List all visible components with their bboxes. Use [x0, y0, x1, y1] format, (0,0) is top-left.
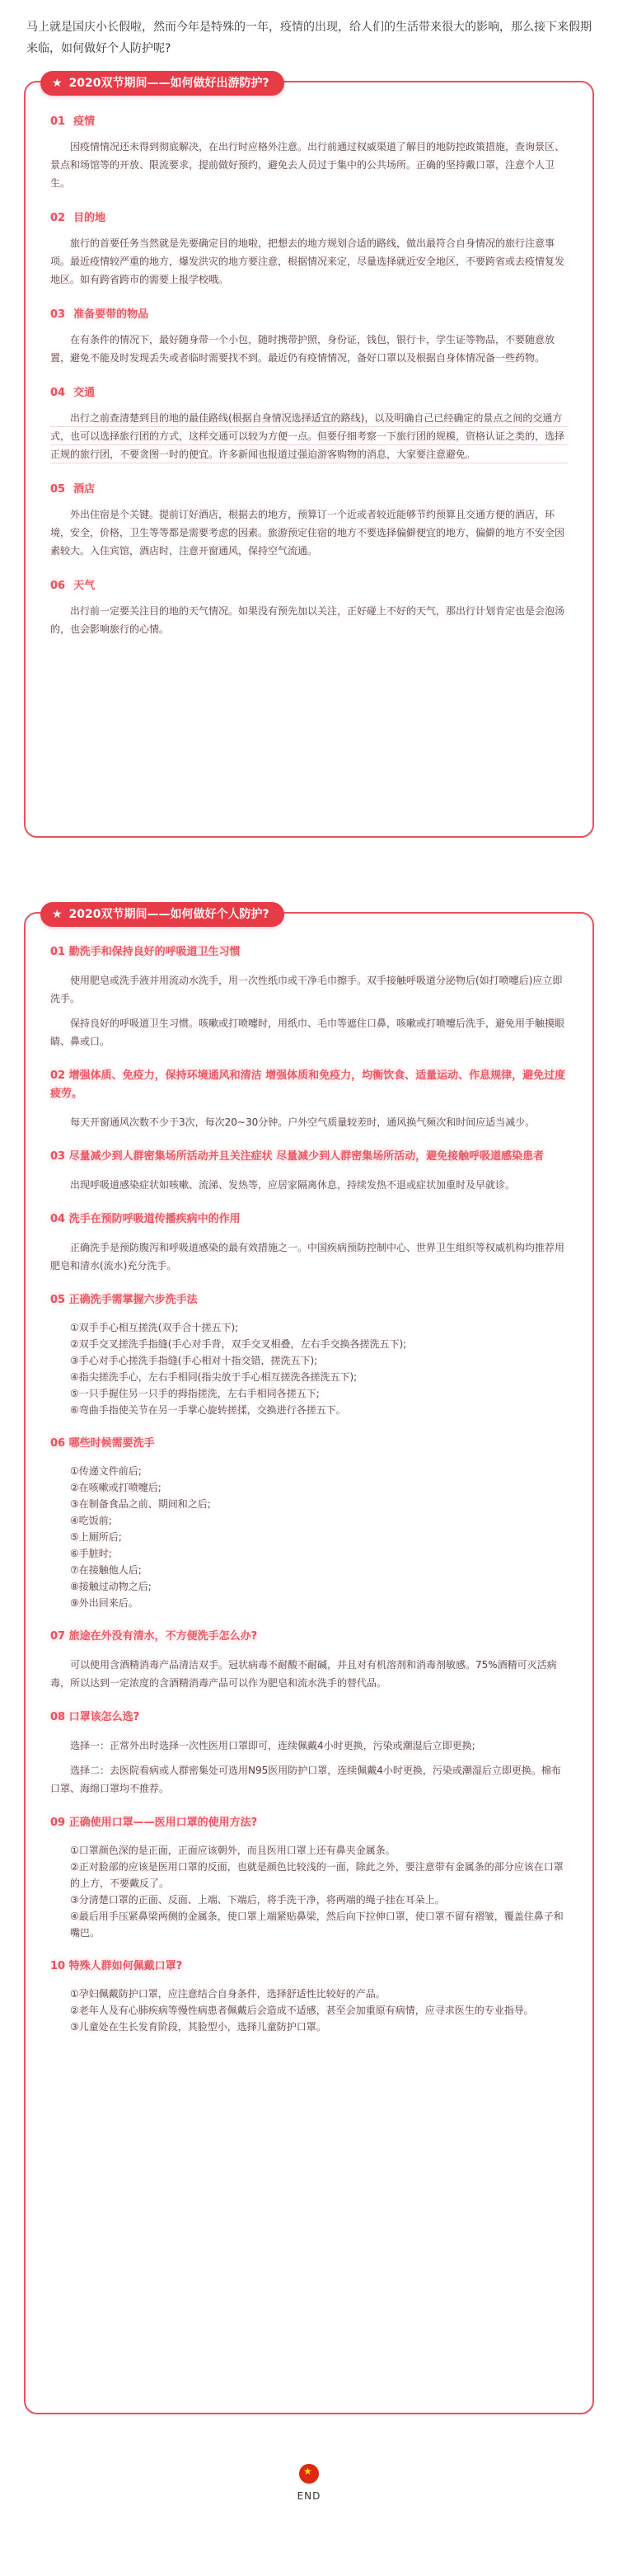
list-item: ①口罩颜色深的是正面，正面应该朝外，而且医用口罩上还有鼻夹金属条。 [70, 1845, 396, 1856]
list-item: ①孕妇佩戴防护口罩，应注意结合自身条件，选择舒适性比较好的产品。 [70, 1988, 386, 2000]
list-item: ③在制备食品之前、期间和之后; [70, 1498, 211, 1510]
china-flag-icon [299, 2464, 319, 2484]
intro-text: 马上就是国庆小长假啦，然而今年是特殊的一年，疫情的出现，给人们的生活带来很大的影响，那么接下来假期来临，如何做好个人防护呢? [26, 21, 592, 55]
section-epidemic: 01 疫情 因疫情情况还未得到彻底解决，在出行时应格外注意。出行前通过权威渠道了解目的地防控政策措施，查询景区、景点和场馆等的开放、限流要求，提前做好预约，避免去人员过于集中的公共场所。正确的坚持戴口罩，注意个人卫生。 [50, 112, 568, 192]
section-crowds: 03 尽量减少到人群密集场所活动并且关注症状 尽量减少到人群密集场所活动，避免接触呼吸道感染患者 出现呼吸道感染症状如咳嗽、流涕、发热等，应居家隔离休息，持续发热不退或症状加重时及早就诊。 [50, 1150, 545, 1191]
section-mask-choice: 08 口罩该怎么选? 选择一：正常外出时选择一次性医用口罩即可，连续佩戴4小时更换，污染或潮湿后立即更换; 选择二：去医院看病或人群密集处可选用N95医用防护口罩，连续佩戴4小时更换，污染或潮湿后立即更换。棉布口罩、海绵口罩均不推荐。 [50, 1711, 561, 1794]
section-six-steps: 05 正确洗手需掌握六步洗手法 ①双手手心相互搓洗(双手合十搓五下); ②双手交叉搓洗手指缝(手心对手背，双手交叉相叠，左右手交换各搓洗五下); ③手心对手心搓洗手指缝(手心相对十指交错，搓洗五下); ④指尖搓洗手心，左右手相同(指尖放于手心相互搓洗各搓洗五下); ⑤一只手握住另一只手的拇指搓洗，左右手相同各搓五下; ⑥弯曲手指使关节在另一手掌心旋转搓揉，交换进行各搓五下。 [50, 1291, 568, 1418]
section-text: 旅行的首要任务当然就是先要确定目的地啦，把想去的地方规划合适的路线，做出最符合自身情况的旅行注意事项。最近疫情较严重的地方，爆发洪灾的地方要注意，根据情况来定，尽量选择就近安全地区，不要跨省或去疫情复发地区。如有跨省跨市的需要上报学校哦。 [50, 237, 565, 285]
star-icon: ★ [52, 77, 63, 90]
list-item: ⑤上厕所后; [70, 1531, 122, 1543]
section-when-wash: 06 哪些时候需要洗手 ①传递文件前后; ②在咳嗽或打喷嚏后; ③在制备食品之前、期间和之后; ④吃饭前; ⑤上厕所后; ⑥手脏时; ⑦在接触他人后; ⑧接触过动物之后; ⑨外出回来后。 [50, 1435, 568, 1611]
section-text: 在有条件的情况下，最好随身带一个小包，随时携带护照，身份证，钱包，银行卡，学生证等物品，不要随意放置，避免不能及时发现丢失或者临时需要找不到。最近仍有疫情情况，备好口罩以及根据自身体情况备一些药物。 [50, 334, 555, 364]
card-title: 2020双节期间——如何做好个人防护? [68, 908, 269, 921]
end-mark [0, 2464, 618, 2502]
list-item: ③儿童处在生长发育阶段，其脸型小，选择儿童防护口罩。 [70, 2021, 326, 2033]
section-no-water: 07 旅途在外没有清水，不方便洗手怎么办? 可以使用含酒精消毒产品清洁双手。冠状病毒不耐酸不耐碱，并且对有机溶剂和消毒剂敏感。75%酒精可灭活病毒，所以达到一定浓度的含酒精消毒产品可以作为肥皂和流水洗手的替代品。 [50, 1630, 557, 1689]
card-title-badge [40, 902, 284, 927]
section-special-groups: 10 特殊人群如何佩戴口罩? ①孕妇佩戴防护口罩，应注意结合自身条件，选择舒适性比较好的产品。 ②老年人及有心肺疾病等慢性病患者佩戴后会造成不适感，甚至会加重原有病情，应寻求医生的专业指导。 ③儿童处在生长发育阶段，其脸型小，选择儿童防护口罩。 [50, 1958, 568, 2035]
list-item: ②双手交叉搓洗手指缝(手心对手背，双手交叉相叠，左右手交换各搓洗五下); [70, 1338, 407, 1350]
list-item: ③手心对手心搓洗手指缝(手心相对十指交错，搓洗五下); [70, 1355, 318, 1366]
card-title: 2020双节期间——如何做好出游防护? [68, 77, 269, 90]
section-text: 出行之前查清楚到目的地的最佳路线(根据自身情况选择适宜的路线)，以及明确自己已经确定的景点之间的交通方式，也可以选择旅行团的方式，这样交通可以较为方便一点。但要仔细考察一下旅行团的规模，资格认证之类的，选择正规的旅行团，不要贪图一时的便宜。许多新闻也报道过强迫游客购物的消息，大家要注意避免。 [50, 409, 568, 463]
list-item: ⑥弯曲手指使关节在另一手掌心旋转搓揉，交换进行各搓五下。 [70, 1404, 346, 1416]
list-item: ①双手手心相互搓洗(双手合十搓五下); [70, 1322, 239, 1333]
card-title-badge [40, 71, 284, 96]
section-items: 03 准备要带的物品 在有条件的情况下，最好随身带一个小包，随时携带护照，身份证，钱包，银行卡，学生证等物品，不要随意放置，避免不能及时发现丢失或者临时需要找不到。最近仍有疫情情况，备好口罩以及根据自身体情况备一些药物。 [50, 305, 568, 367]
section-text: 因疫情情况还未得到彻底解决，在出行时应格外注意。出行前通过权威渠道了解目的地防控政策措施，查询景区、景点和场馆等的开放、限流要求，提前做好预约，避免去人员过于集中的公共场所。正确的坚持戴口罩，注意个人卫生。 [50, 141, 565, 189]
list-item: ④最后用手压紧鼻梁两侧的金属条，使口罩上端紧贴鼻梁，然后向下拉伸口罩，使口罩不留有褶皱，覆盖住鼻子和嘴巴。 [70, 1911, 564, 1939]
list-item: ⑤一只手握住另一只手的拇指搓洗，左右手相同各搓五下; [70, 1388, 320, 1399]
list-item: ①传递文件前后; [70, 1465, 142, 1477]
section-hotel: 05 酒店 外出住宿是个关键。提前订好酒店，根据去的地方，预算订一个近或者较近能够节约预算且交通方便的酒店，环境，安全，价格，卫生等等都是需要考虑的因素。旅游预定住宿的地方不要选择偏僻便宜的地方，偏僻的地方不安全因素较大。入住宾馆，酒店时，注意开窗通风，保持空气流通。 [50, 480, 568, 560]
section-handwash-role: 04 洗手在预防呼吸道传播疾病中的作用 正确洗手是预防腹泻和呼吸道感染的最有效措施之一。中国疾病预防控制中心、世界卫生组织等权威机构均推荐用肥皂和清水(流水)充分洗手。 [50, 1213, 565, 1272]
section-immunity: 02 增强体质、免疫力，保持环境通风和清洁 增强体质和免疫力，均衡饮食、适量运动、作息规律，避免过度疲劳。 每天开窗通风次数不少于3次，每次20~30分钟。户外空气质量较差时，通风换气频次和时间应适当减少。 [50, 1069, 566, 1128]
section-destination: 02 目的地 旅行的首要任务当然就是先要确定目的地啦，把想去的地方规划合适的路线，做出最符合自身情况的旅行注意事项。最近疫情较严重的地方，爆发洪灾的地方要注意，根据情况来定，尽量选择就近安全地区，不要跨省或去疫情复发地区。如有跨省跨市的需要上报学校哦。 [50, 209, 568, 289]
star-icon: ★ [52, 908, 63, 921]
end-text: END [297, 2490, 321, 2502]
list-item: ⑦在接触他人后; [70, 1564, 142, 1576]
list-item: ③分清楚口罩的正面、反面、上端、下端后，将手洗干净，将两端的绳子挂在耳朵上。 [70, 1894, 445, 1906]
section-text: 外出住宿是个关键。提前订好酒店，根据去的地方，预算订一个近或者较近能够节约预算且交通方便的酒店，环境，安全，价格，卫生等等都是需要考虑的因素。旅游预定住宿的地方不要选择偏僻便宜的地方，偏僻的地方不安全因素较大。入住宾馆，酒店时，注意开窗通风，保持空气流通。 [50, 509, 565, 557]
section-handwash-habits: 01 勤洗手和保持良好的呼吸道卫生习惯 使用肥皂或洗手液并用流动水洗手，用一次性纸巾或干净毛巾擦手。双手接触呼吸道分泌物后(如打喷嚏后)应立即洗手。 保持良好的呼吸道卫生习惯。咳嗽或打喷嚏时，用纸巾、毛巾等遮住口鼻，咳嗽或打喷嚏后洗手，避免用手触摸眼睛、鼻或口。 [50, 946, 565, 1047]
personal-protection-card [24, 908, 594, 2414]
list-item: ④吃饭前; [70, 1515, 112, 1526]
travel-protection-card [24, 77, 594, 838]
section-weather: 06 天气 出行前一定要关注目的地的天气情况。如果没有预先加以关注，正好碰上不好的天气，那出行计划肯定也是会泡汤的，也会影响旅行的心情。 [50, 576, 568, 638]
list-item: ②老年人及有心肺疾病等慢性病患者佩戴后会造成不适感，甚至会加重原有病情，应寻求医生的专业指导。 [70, 2005, 534, 2016]
list-item: ②正对脸部的应该是医用口罩的反面，也就是颜色比较浅的一面，除此之外，要注意带有金属条的部分应该在口罩的上方，不要戴反了。 [70, 1861, 564, 1889]
section-text: 出行前一定要关注目的地的天气情况。如果没有预先加以关注，正好碰上不好的天气，那出行计划肯定也是会泡汤的，也会影响旅行的心情。 [50, 605, 565, 635]
list-item: ⑧接触过动物之后; [70, 1581, 152, 1592]
list-item: ⑨外出回来后。 [70, 1597, 138, 1609]
list-item: ②在咳嗽或打喷嚏后; [70, 1482, 162, 1493]
list-item: ④指尖搓洗手心，左右手相同(指尖放于手心相互搓洗各搓洗五下); [70, 1371, 358, 1383]
section-transport: 04 交通 出行之前查清楚到目的地的最佳路线(根据自身情况选择适宜的路线)，以及明确自己已经确定的景点之间的交通方式，也可以选择旅行团的方式，这样交通可以较为方便一点。但要仔细考察一下旅行团的规模，资格认证之类的，选择正规的旅行团，不要贪图一时的便宜。许多新闻也报道过强迫游客购物的消息，大家要注意避免。 [50, 383, 568, 463]
list-item: ⑥手脏时; [70, 1548, 112, 1559]
section-mask-usage: 09 正确使用口罩——医用口罩的使用方法? ①口罩颜色深的是正面，正面应该朝外，而且医用口罩上还有鼻夹金属条。 ②正对脸部的应该是医用口罩的反面，也就是颜色比较浅的一面，除此之外，要注意带有金属条的部分应该在口罩的上方，不要戴反了。 ③分清楚口罩的正面、反面、上端、下端后，将手洗干净，将两端的绳子挂在耳朵上。 ④最后用手压紧鼻梁两侧的金属条，使口罩上端紧贴鼻梁，然后向下拉伸口罩，使口罩不留有褶皱，覆盖住鼻子和嘴巴。 [50, 1814, 568, 1941]
